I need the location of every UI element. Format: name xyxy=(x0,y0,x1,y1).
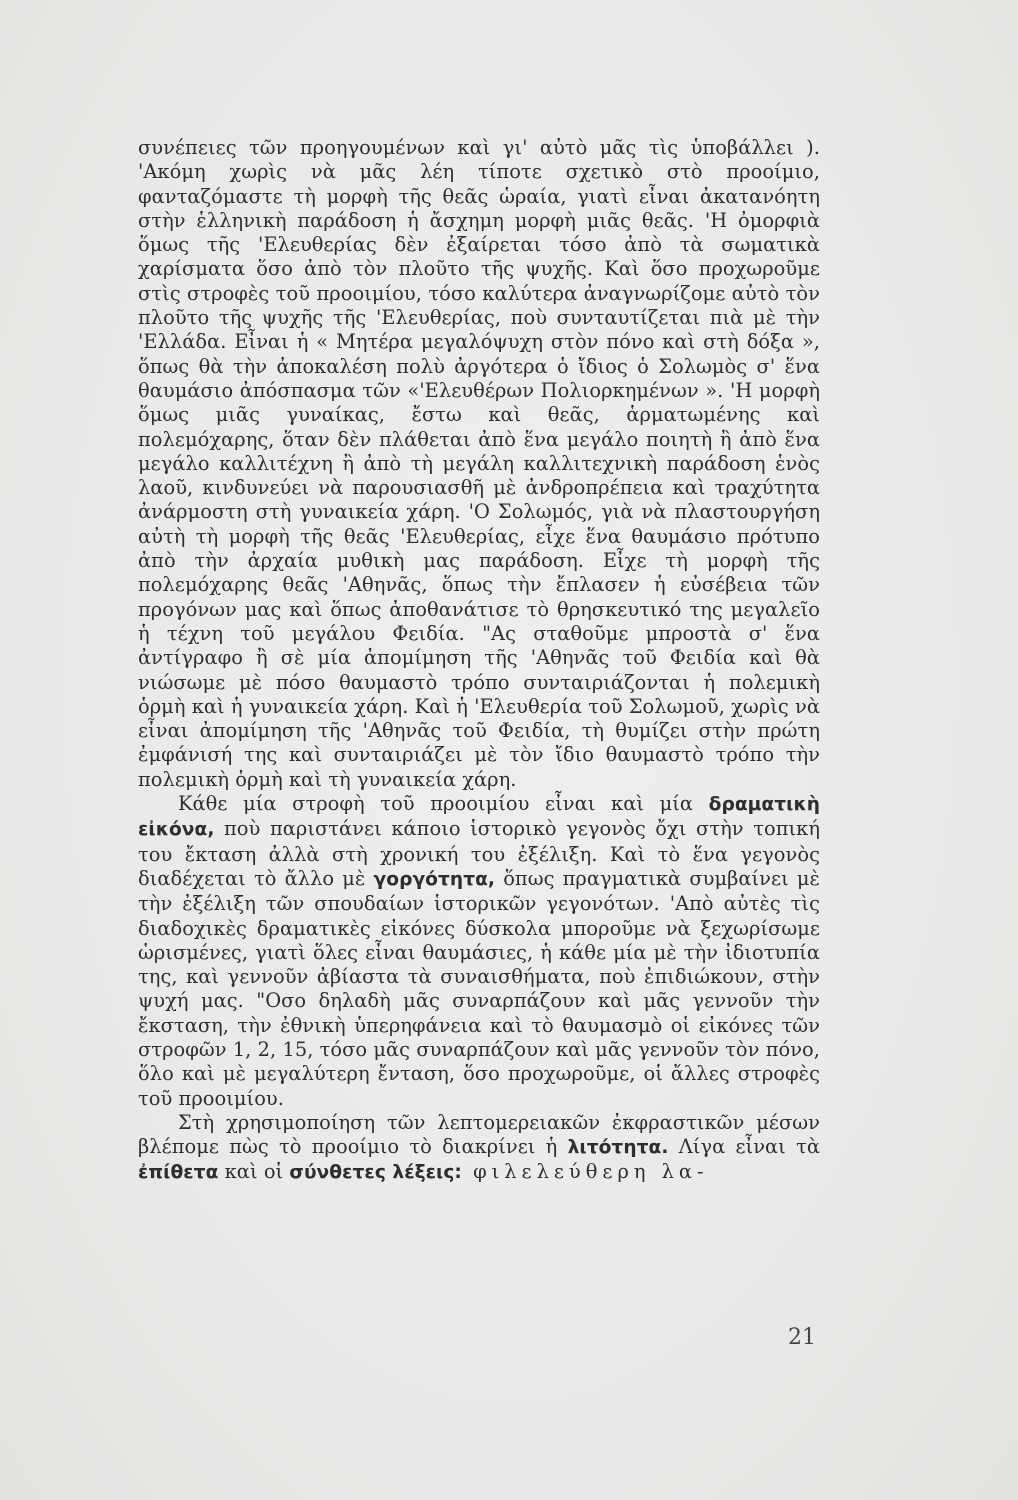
emphasized-text: ἐπίθετα xyxy=(138,1162,219,1184)
paragraph-text: ποὺ παριστάνει κάποιο ἱστορικὸ γεγονὸς ὄχι στὴν τοπική του ἔκταση ἀλλὰ στὴ χρονική του ἐξέλιξη. Καὶ τὸ ἕνα γεγονὸς διαδέχεται τὸ ἄλλο μὲ xyxy=(138,817,820,890)
paragraph-text: Κάθε μία στροφὴ τοῦ προοιμίου εἶναι καὶ μία xyxy=(178,792,709,816)
paragraph xyxy=(138,1111,820,1186)
paragraph-text: καὶ οἱ xyxy=(218,1160,290,1184)
emphasized-text: γοργότητα, xyxy=(373,868,496,890)
emphasized-text: σύνθετες λέξεις: xyxy=(289,1162,462,1184)
emphasized-text: δραματικὴ εἰκόνα, xyxy=(138,794,820,841)
page-number: 21 xyxy=(788,1325,816,1350)
paragraph-text: Λίγα εἶναι τὰ xyxy=(668,1135,820,1159)
paragraph xyxy=(138,136,820,792)
emphasized-text: λιτότητα. xyxy=(567,1137,669,1159)
body-text xyxy=(138,136,820,1186)
paragraph-text: Στὴ χρησιμοποίηση τῶν λεπτομερειακῶν ἐκφραστικῶν μέσων βλέπομε πὼς τὸ προοίμιο τὸ διακρίνει ἡ xyxy=(138,1110,820,1159)
paragraph xyxy=(138,792,820,1111)
paragraph-text: ὅπως πραγματικὰ συμβαίνει μὲ τὴν ἐξέλιξη τῶν σπουδαίων ἱστορικῶν γεγονότων. 'Απὸ αὐτὲς τὶς διαδοχικὲς δραματικὲς εἰκόνες δύσκολα μποροῦμε νὰ ξεχωρίσωμε ὡρισμένες, γιατὶ ὅλες εἶναι θαυμάσιες, ἡ κάθε μία μὲ τὴν ἰδιοτυπία της, καὶ γεννοῦν ἀβίαστα τὰ συναισθήματα, ποὺ ἐπιδιώκουν, στὴν ψυχή μας. "Οσο δηλαδὴ μᾶς συναρπάζουν καὶ μᾶς γεννοῦν τὴν ἔκσταση, τὴν ἐθνικὴ ὑπερηφάνεια καὶ τὸ θαυμασμὸ οἱ εἰκόνες τῶν στροφῶν 1, 2, 15, τόσο μᾶς συναρπάζουν καὶ μᾶς γεννοῦν τὸν πόνο, ὅλο καὶ μὲ μεγαλύτερη ἔνταση, ὅσο προχωροῦμε, οἱ ἄλλες στροφὲς τοῦ προοιμίου. xyxy=(138,866,820,1110)
spaced-text: φιλελεύθερη λα- xyxy=(461,1160,709,1184)
paragraph-text: συνέπειες τῶν προηγουμένων καὶ γι' αὐτὸ μᾶς τὶς ὑποβάλλει ). 'Ακόμη χωρὶς νὰ μᾶς λέη τίποτε σχετικὸ στὸ προοίμιο, φανταζόμαστε τὴ μορφὴ τῆς θεᾶς ὡραία, γιατὶ εἶναι ἀκατανόητη στὴν ἑλληνικὴ παράδοση ἡ ἄσχημη μορφὴ μιᾶς θεᾶς. 'Η ὀμορφιὰ ὅμως τῆς 'Ελευθερίας δὲν ἐξαίρεται τόσο ἀπὸ τὰ σωματικὰ χαρίσματα ὅσο ἀπὸ τὸν πλοῦτο τῆς ψυχῆς. Καὶ ὅσο προχωροῦμε στὶς στροφὲς τοῦ προοιμίου, τόσο καλύτερα ἀναγνωρίζομε αὐτὸ τὸν πλοῦτο τῆς ψυχῆς τῆς 'Ελευθερίας, ποὺ συνταυτίζεται πιὰ μὲ τὴν 'Ελλάδα. Εἶναι ἡ « Μητέρα μεγαλόψυχη στὸν πόνο καὶ στὴ δόξα », ὅπως θὰ τὴν ἀποκαλέση πολὺ ἀργότερα ὁ ἴδιος ὁ Σολωμὸς σ' ἕνα θαυμάσιο ἀπόσπασμα τῶν «'Ελευθέρων Πολιορκημένων ». 'Η μορφὴ ὅμως μιᾶς γυναίκας, ἔστω καὶ θεᾶς, ἁρματωμένης καὶ πολεμόχαρης, ὅταν δὲν πλάθεται ἀπὸ ἕνα μεγάλο ποιητὴ ἢ ἀπὸ ἕνα μεγάλο καλλιτέχνη ἢ ἀπὸ τὴ μεγάλη καλλιτεχνικὴ παράδοση ἑνὸς λαοῦ, κινδυνεύει νὰ παρουσιασθῆ μὲ ἀνδροπρέπεια καὶ τραχύτητα ἀνάρμοστη στὴ γυναικεία χάρη. 'Ο Σολωμός, γιὰ νὰ πλαστουργήση αὐτὴ τὴ μορφὴ τῆς θεᾶς 'Ελευθερίας, εἶχε ἕνα θαυμάσιο πρότυπο ἀπὸ τὴν ἀρχαία μυθικὴ μας παράδοση. Εἶχε τὴ μορφὴ τῆς πολεμόχαρης θεᾶς 'Αθηνᾶς, ὅπως τὴν ἔπλασεν ἡ εὐσέβεια τῶν προγόνων μας καὶ ὅπως ἀποθανάτισε τὸ θρησκευτικό της μεγαλεῖο ἡ τέχνη τοῦ μεγάλου Φειδία. "Ας σταθοῦμε μπροστὰ σ' ἕνα ἀντίγραφο ἢ σὲ μία ἀπομίμηση τῆς 'Αθηνᾶς τοῦ Φειδία καὶ θὰ νιώσωμε μὲ πόσο θαυμαστὸ τρόπο συνταιριάζονται ἡ πολεμικὴ ὁρμὴ καὶ ἡ γυναικεία χάρη. Καὶ ἡ 'Ελευθερία τοῦ Σολωμοῦ, χωρὶς νὰ εἶναι ἀπομίμηση τῆς 'Αθηνᾶς τοῦ Φειδία, τὴ θυμίζει στὴν πρώτη ἐμφάνισή της καὶ συνταιριάζει μὲ τὸν ἴδιο θαυμαστὸ τρόπο τὴν πολεμικὴ ὁρμὴ καὶ τὴ γυναικεία χάρη. xyxy=(138,136,820,791)
